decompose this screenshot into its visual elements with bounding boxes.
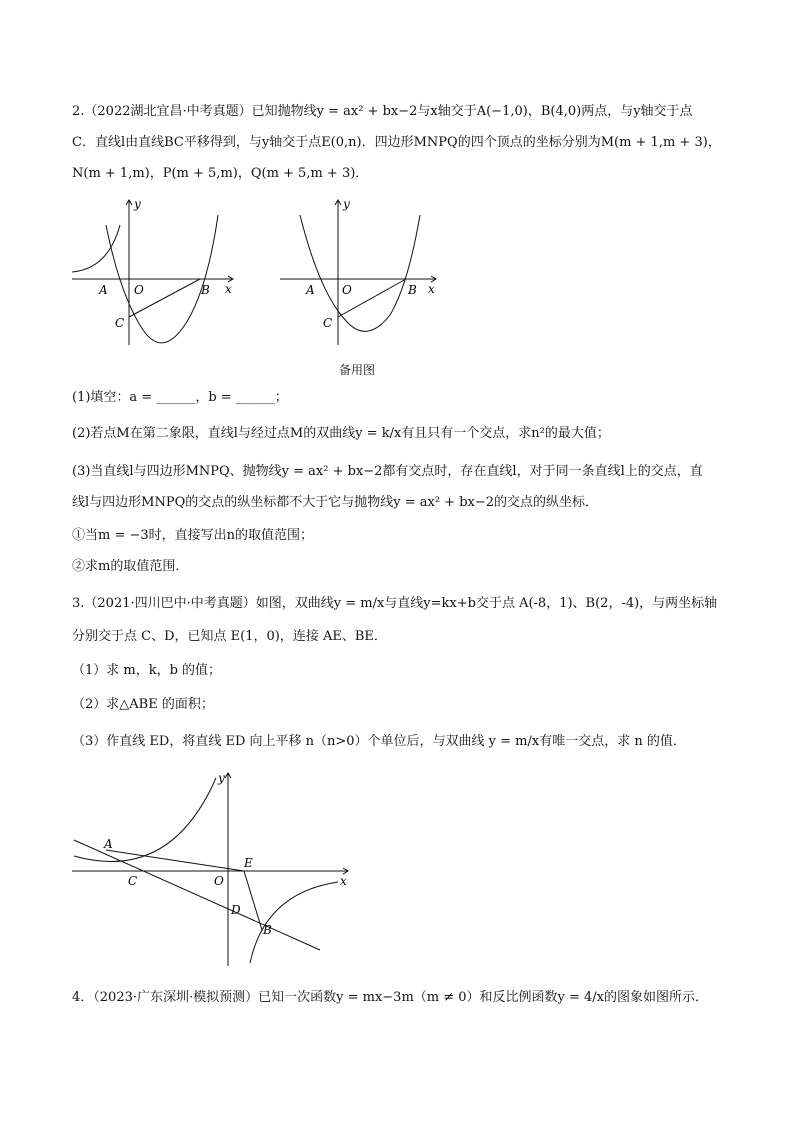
problem2-figure-main bbox=[68, 195, 243, 350]
problem2-line1: 2.（2022湖北宜昌·中考真题）已知抛物线y = ax² + bx−2与x轴交于A(−1,0)，B(4,0)两点，与y轴交于点 bbox=[72, 104, 693, 119]
problem2-line2: C．直线l由直线BC平移得到，与y轴交于点E(0,n)．四边形MNPQ的四个顶点的坐标分别为M(m + 1,m + 3)， bbox=[72, 135, 721, 150]
label-o: O bbox=[214, 874, 224, 888]
label-a: A bbox=[99, 283, 108, 297]
label-b: B bbox=[263, 923, 272, 937]
label-y: y bbox=[218, 771, 225, 785]
problem2-q2: (2)若点M在第二象限，直线l与经过点M的双曲线y = k/x有且只有一个交点，求n²的最大值； bbox=[72, 426, 610, 441]
label-x: x bbox=[225, 282, 232, 296]
figure-caption: 备用图 bbox=[339, 363, 376, 377]
problem2-q3b: 线l与四边形MNPQ的交点的纵坐标都不大于它与抛物线y = ax² + bx−2的交点的纵坐标． bbox=[72, 495, 599, 510]
problem4-line1: 4．（2023·广东深圳·模拟预测）已知一次函数y = mx−3m（m ≠ 0）和反比例函数y = 4/x的图象如图所示． bbox=[72, 990, 709, 1005]
label-o: O bbox=[134, 283, 144, 297]
problem3-line1: 3.（2021·四川巴中·中考真题）如图，双曲线y = m/x与直线y=kx+b交于点 A(-8，1)、B(2，-4)，与两坐标轴 bbox=[72, 596, 718, 611]
problem2-q3d: ②求m的取值范围． bbox=[72, 559, 189, 574]
problem2-q1: (1)填空：a = ______，b = ______； bbox=[72, 390, 288, 405]
label-a: A bbox=[306, 283, 315, 297]
problem3-q3: （3）作直线 ED，将直线 ED 向上平移 n（n>0）个单位后，与双曲线 y = m/x有唯一交点，求 n 的值． bbox=[72, 734, 686, 749]
label-x: x bbox=[428, 282, 435, 296]
problem3-figure bbox=[70, 768, 360, 968]
hyperbola-branch bbox=[72, 225, 120, 272]
problem2-q3a: (3)当直线l与四边形MNPQ、抛物线y = ax² + bx−2都有交点时，存在直线l，对于同一条直线l上的交点，直 bbox=[72, 464, 703, 479]
label-e: E bbox=[244, 856, 253, 870]
problem2-line3: N(m + 1,m)，P(m + 5,m)，Q(m + 5,m + 3)． bbox=[72, 166, 369, 181]
label-y: y bbox=[134, 197, 141, 211]
line-ab bbox=[74, 840, 320, 950]
label-c: C bbox=[115, 316, 125, 330]
segment-be bbox=[244, 871, 262, 930]
problem2-q3c: ①当m = −3时，直接写出n的取值范围； bbox=[72, 528, 314, 543]
label-a: A bbox=[104, 837, 113, 851]
problem3-q2: （2）求△ABE 的面积； bbox=[72, 697, 214, 712]
label-c: C bbox=[323, 316, 333, 330]
label-d: D bbox=[231, 903, 241, 917]
label-o: O bbox=[342, 283, 352, 297]
problem2-figure-reserve bbox=[278, 195, 443, 350]
label-b: B bbox=[408, 283, 417, 297]
label-c: C bbox=[128, 874, 138, 888]
label-y: y bbox=[343, 197, 350, 211]
label-x: x bbox=[340, 874, 347, 888]
parabola bbox=[300, 215, 420, 331]
problem3-line2: 分别交于点 C、D，已知点 E(1，0)，连接 AE、BE． bbox=[72, 629, 387, 644]
label-b: B bbox=[201, 283, 210, 297]
problem3-q1: （1）求 m，k，b 的值； bbox=[72, 663, 222, 678]
